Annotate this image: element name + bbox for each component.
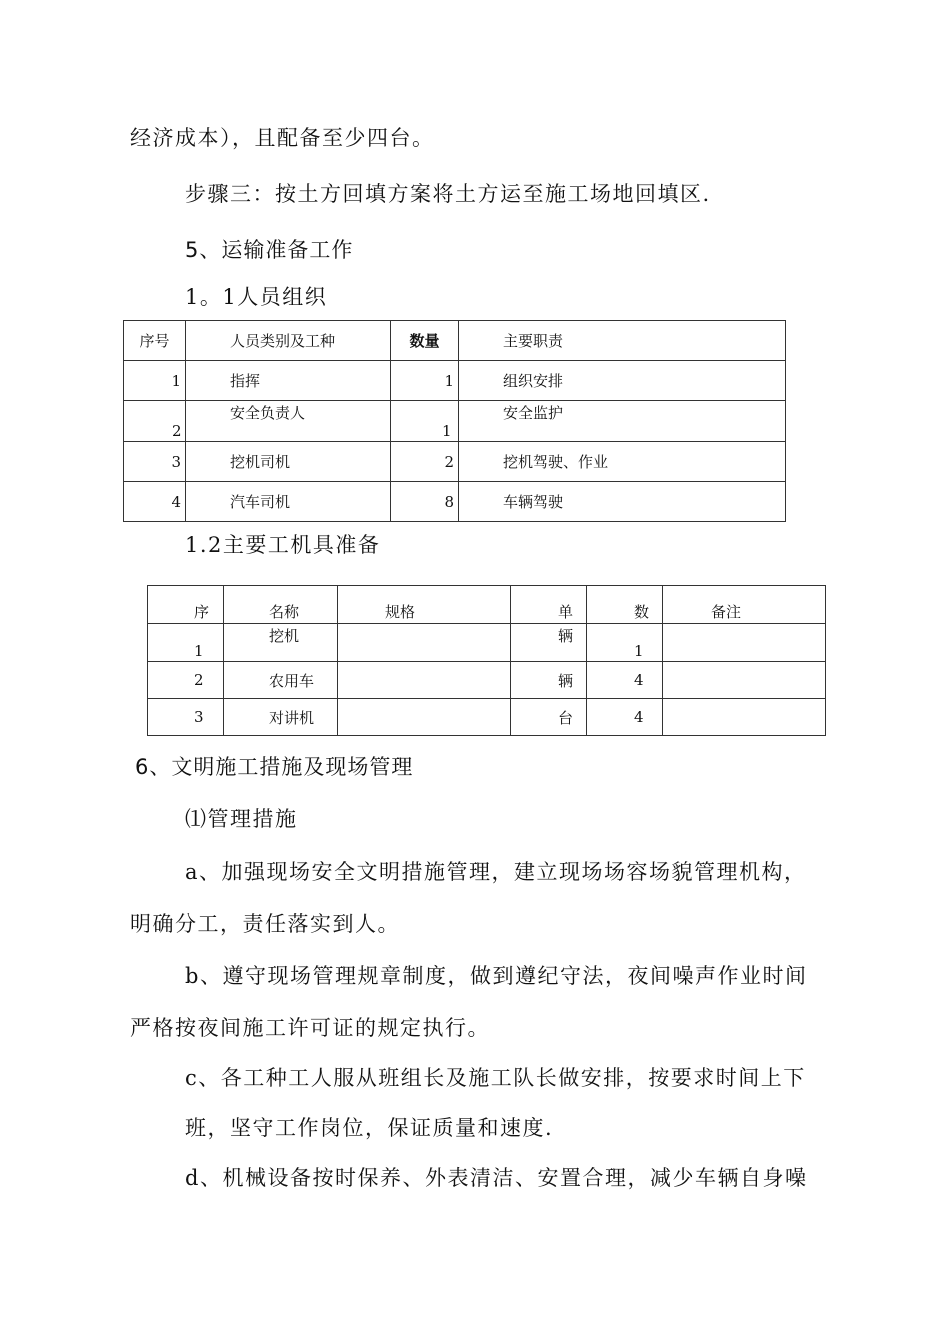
- table-cell: [338, 662, 511, 699]
- table-cell: [663, 699, 826, 736]
- table-cell: 车辆驾驶: [459, 482, 786, 522]
- paragraph-text: c、各工种工人服从班组长及施工队长做安排，按要求时间上下: [185, 1066, 806, 1090]
- subsection-heading: 1。1人员组织: [185, 285, 328, 309]
- table-cell: 安全监护: [459, 401, 786, 442]
- table-header-row: [124, 321, 786, 361]
- section-heading: 6、文明施工措施及现场管理: [135, 755, 414, 779]
- table-row: [148, 699, 826, 736]
- table-cell: 指挥: [186, 361, 391, 401]
- paragraph-text: b、遵守现场管理规章制度，做到遵纪守法，夜间噪声作业时间: [185, 964, 808, 988]
- table-cell: [338, 624, 511, 662]
- table-cell: [663, 662, 826, 699]
- personnel-table: [123, 320, 786, 522]
- table-cell: 1: [391, 361, 459, 401]
- table-cell: 挖机: [224, 624, 338, 662]
- subsection-heading: 1.2主要工机具准备: [185, 533, 381, 557]
- table-cell: 安全负责人: [186, 401, 391, 442]
- table-cell: 2: [148, 662, 224, 699]
- table-row: [148, 624, 826, 662]
- header-cell: 人员类别及工种: [186, 321, 391, 361]
- table-cell: [338, 699, 511, 736]
- table-cell: 2: [124, 401, 186, 442]
- paragraph-text: 严格按夜间施工许可证的规定执行。: [130, 1016, 490, 1040]
- header-cell: 单: [511, 586, 587, 624]
- header-cell: 规格: [338, 586, 511, 624]
- equipment-table: [147, 585, 826, 736]
- table-cell: 汽车司机: [186, 482, 391, 522]
- header-cell: 主要职责: [459, 321, 786, 361]
- table-cell: 辆: [511, 662, 587, 699]
- table-cell: 1: [391, 401, 459, 442]
- paragraph-text: d、机械设备按时保养、外表清洁、安置合理，减少车辆自身噪: [185, 1166, 808, 1190]
- table-cell: 3: [124, 442, 186, 482]
- table-cell: 1: [587, 624, 663, 662]
- paragraph-text: 班，坚守工作岗位，保证质量和速度.: [185, 1116, 554, 1140]
- table-cell: 对讲机: [224, 699, 338, 736]
- header-cell: 备注: [663, 586, 826, 624]
- table-cell: 辆: [511, 624, 587, 662]
- table-row: [124, 361, 786, 401]
- paragraph-text: 明确分工，责任落实到人。: [130, 912, 400, 936]
- table-cell: 2: [391, 442, 459, 482]
- section-heading: 5、运输准备工作: [185, 238, 354, 262]
- table-cell: 组织安排: [459, 361, 786, 401]
- table-row: [124, 482, 786, 522]
- header-cell: 序号: [124, 321, 186, 361]
- paragraph-text: 经济成本），且配备至少四台。: [130, 126, 435, 150]
- table-cell: [663, 624, 826, 662]
- header-cell: 名称: [224, 586, 338, 624]
- subsection-heading: ⑴管理措施: [185, 807, 298, 831]
- table-cell: 4: [587, 662, 663, 699]
- table-cell: 3: [148, 699, 224, 736]
- table-cell: 1: [124, 361, 186, 401]
- header-cell: 序: [148, 586, 224, 624]
- table-cell: 1: [148, 624, 224, 662]
- header-cell: 数: [587, 586, 663, 624]
- table-cell: 挖机司机: [186, 442, 391, 482]
- table-cell: 8: [391, 482, 459, 522]
- table-row: [124, 401, 786, 442]
- table-row: [148, 662, 826, 699]
- table-cell: 4: [124, 482, 186, 522]
- table-cell: 台: [511, 699, 587, 736]
- table-header-row: [148, 586, 826, 624]
- paragraph-text: 步骤三：按土方回填方案将土方运至施工场地回填区.: [185, 182, 711, 206]
- table-row: [124, 442, 786, 482]
- paragraph-text: a、加强现场安全文明措施管理，建立现场场容场貌管理机构，: [185, 860, 807, 884]
- header-cell: 数量: [391, 321, 459, 361]
- table-cell: 4: [587, 699, 663, 736]
- table-cell: 农用车: [224, 662, 338, 699]
- table-cell: 挖机驾驶、作业: [459, 442, 786, 482]
